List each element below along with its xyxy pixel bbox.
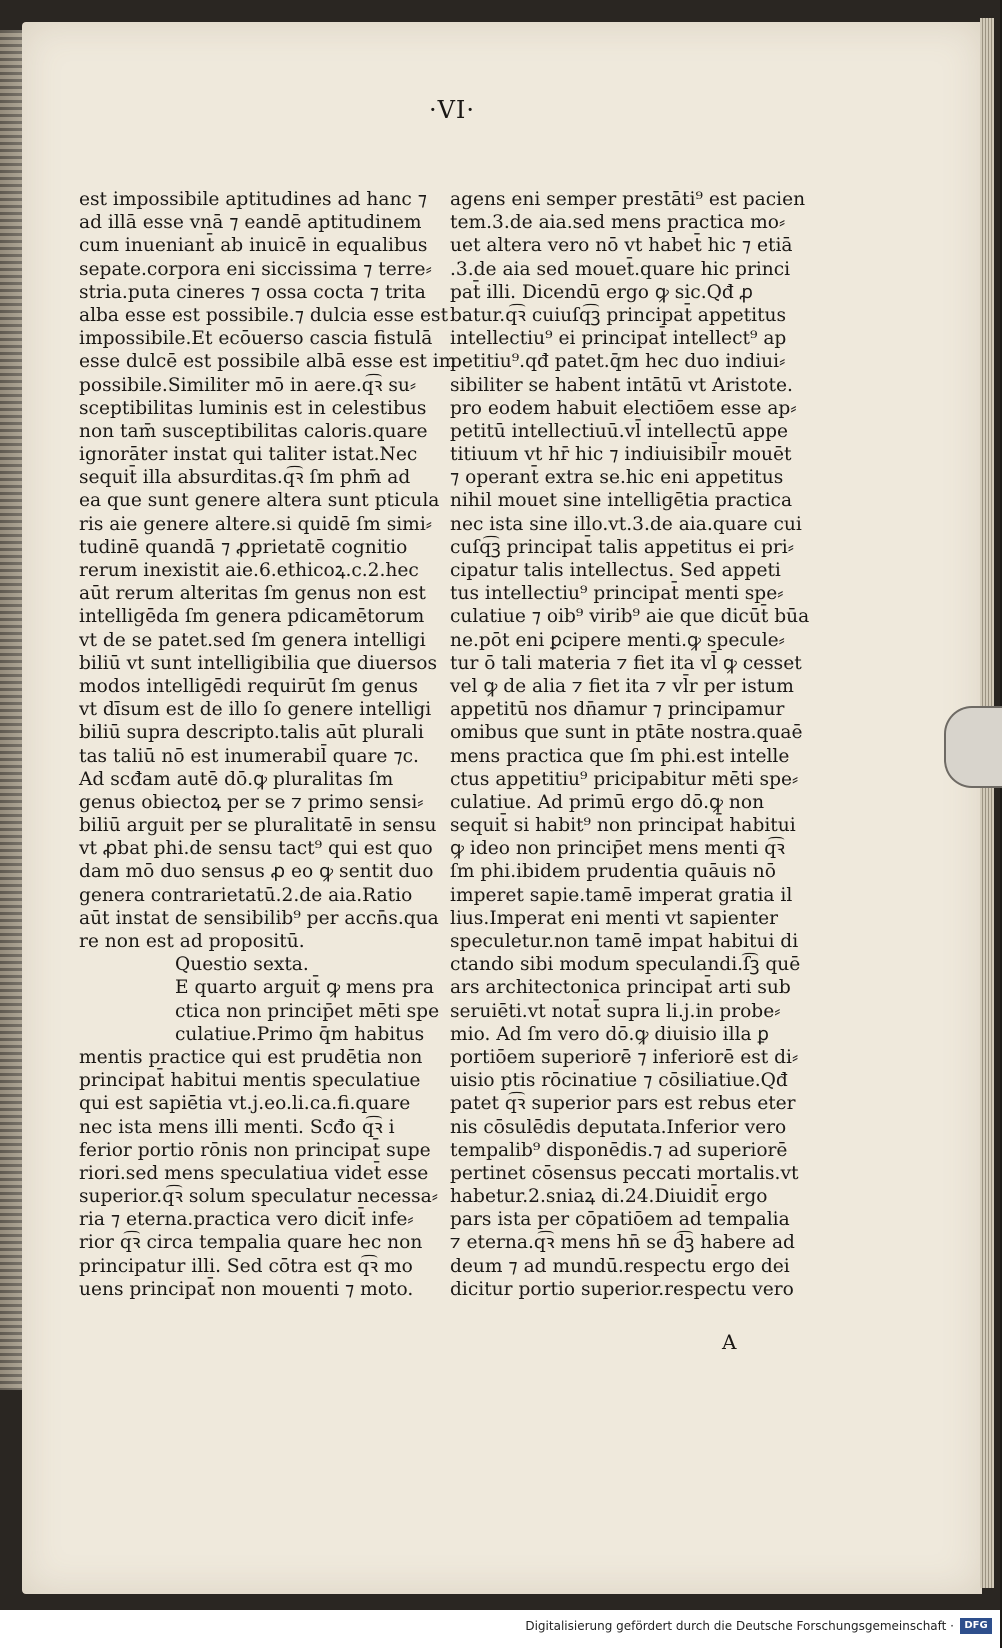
text-line: pars ista per cōpatiōem ad tempalia bbox=[450, 1209, 790, 1231]
text-line: uens principat̄ non mouenti ⁊ moto. bbox=[79, 1278, 414, 1300]
text-line: culatiue ⁊ oib⁹ virib⁹ aie que dicūt̄ būa bbox=[450, 606, 810, 628]
text-line: superior.q͡ꝛ solum speculatur necessa⸗ bbox=[79, 1186, 438, 1208]
text-line: ars architectonica principat̄ arti sub bbox=[450, 977, 791, 999]
text-line: appetitū nos dn̄amur ⁊ principamur bbox=[450, 699, 785, 721]
text-line: sequit̄ illa absurditas.q͡ꝛ ſm phm̄ ad bbox=[79, 467, 411, 489]
text-line: sceptibilitas luminis est in celestibus bbox=[79, 397, 427, 419]
text-line: ria ⁊ eterna.practica vero dicit̄ infe⸗ bbox=[79, 1209, 414, 1231]
text-line: dicitur portio superior.respectu vero bbox=[450, 1278, 794, 1300]
book-page bbox=[22, 22, 982, 1594]
text-line: vel ꝙ de alia ⁊ fiet ita ⁊ vl̄r per istum bbox=[450, 675, 794, 697]
text-line: ſm phi.ibidem prudentia quāuis nō bbox=[450, 861, 776, 883]
text-line: possibile.Similiter mō in aere.q͡ꝛ su⸗ bbox=[79, 374, 417, 396]
text-line: mentis practice qui est prudētia non bbox=[79, 1046, 423, 1068]
text-line: re non est ad propositū. bbox=[79, 931, 305, 952]
text-line: genera contrarietatū.2.de aia.Ratio bbox=[79, 884, 413, 906]
text-line: mio. Ad ſm vero dō.ꝙ diuisio illa ꝑ bbox=[450, 1023, 769, 1045]
text-line: pro eodem habuit electiōem esse ap⸗ bbox=[450, 397, 797, 419]
text-line: Ad scđam autē dō.ꝙ pluralitas ſm bbox=[79, 768, 394, 790]
text-line: ctica non princip̄et mēti spe bbox=[175, 1000, 440, 1022]
text-line: speculetur.non tamē impat habitui di bbox=[450, 931, 799, 952]
text-line: alba esse est possibile.⁊ dulcia esse est bbox=[79, 304, 449, 326]
text-line: tem.3.de aia.sed mens practica mo⸗ bbox=[450, 212, 786, 234]
text-line: pertinet cōsensus peccati mortalis.vt bbox=[450, 1162, 799, 1184]
bookmark-tab bbox=[944, 706, 1002, 788]
text-line: esse dulcē est possibile albā esse est im bbox=[79, 351, 457, 373]
text-line: nihil mouet sine intelligētia practica bbox=[450, 490, 793, 512]
right-text-column bbox=[450, 188, 810, 1301]
text-line: qui est sapiētia vt.j.eo.li.ca.fi.quare bbox=[79, 1093, 411, 1115]
text-line: cipatur talis intellectus. Sed appeti bbox=[450, 560, 781, 581]
dfg-logo: DFG bbox=[960, 1618, 992, 1634]
text-line: nis cōsulēdis deputata.Inferior vero bbox=[450, 1116, 787, 1138]
text-line: uisio ptis rōcinatiue ⁊ cōsiliatiue.Qđ bbox=[450, 1070, 788, 1092]
text-line: nec ista sine illo.vt.3.de aia.quare cui bbox=[450, 513, 802, 535]
text-line: aūt instat de sensibilib⁹ per accn̄s.qua bbox=[79, 907, 439, 929]
text-line: rerum inexistit aie.6.ethicoꝝ.c.2.hec bbox=[79, 560, 419, 581]
text-line: tur ō tali materia ⁊ fiet ita vl̄ ꝙ cesset bbox=[450, 652, 802, 674]
text-line: principat̄ habitui mentis speculatiue bbox=[79, 1070, 421, 1092]
text-line: mens practica que ſm phi.est intelle bbox=[450, 745, 790, 767]
text-line: E quarto arguit̄ ꝙ mens pra bbox=[175, 977, 434, 999]
text-line: agens eni semper prestāti⁹ est pacien bbox=[450, 189, 806, 210]
text-line: vt dīsum est de illo ſo genere intelligi bbox=[79, 699, 432, 721]
text-line: riori.sed mens speculatiua videt̄ esse bbox=[79, 1162, 429, 1184]
text-line: ne.pōt eni ꝑcipere menti.ꝙ specule⸗ bbox=[450, 629, 785, 651]
text-line: tus intellectiu⁹ principat̄ menti spe⸗ bbox=[450, 583, 784, 605]
text-line: principatur illi. Sed cōtra est q͡ꝛ mo bbox=[79, 1255, 413, 1277]
text-line: petitū intellectiuū.vl̄ intellectū appe bbox=[450, 420, 788, 442]
text-line: tas taliū nō est inumerabil̄ quare ⁊c. bbox=[79, 745, 419, 767]
text-line: omibus que sunt in ptāte nostra.quaē bbox=[450, 722, 803, 744]
left-text-column bbox=[79, 188, 457, 1301]
text-line: Questio sexta. bbox=[175, 954, 309, 976]
text-line: biliū vt sunt intelligibilia que diuersos bbox=[79, 652, 438, 674]
text-line: pat̄ illi. Dicendū ergo ꝙ sic.Qđ ꝓ bbox=[450, 281, 753, 303]
text-line: ferior portio rōnis non principat̄ supe bbox=[79, 1139, 431, 1161]
text-line: modos intelligēdi requirūt ſm genus bbox=[79, 675, 419, 697]
text-line: cuſq͡ꝫ principat̄ talis appetitus ei pri⸗ bbox=[450, 536, 794, 558]
text-line: cum inueniant̄ ab inuicē in equalibus bbox=[79, 235, 428, 257]
text-line: vt ꝓbat phi.de sensu tact⁹ qui est quo bbox=[79, 838, 433, 860]
text-line: batur.q͡ꝛ cuiuſq͡ꝫ principat̄ appetitus bbox=[450, 304, 787, 326]
text-line: tudinē quandā ⁊ ꝓprietatē cognitio bbox=[79, 536, 408, 558]
text-line: seruiēti.vt notat̄ supra li.j.in probe⸗ bbox=[450, 1000, 781, 1022]
text-line: ad illā esse vnā ⁊ eandē aptitudinem bbox=[79, 212, 422, 234]
text-line: ⁊ operant̄ extra se.hic eni appetitus bbox=[450, 467, 784, 489]
text-line: ctus appetitiu⁹ pricipabitur mēti spe⸗ bbox=[450, 768, 799, 790]
text-line: lius.Imperat eni menti vt sapienter bbox=[450, 907, 779, 929]
text-line: nec ista mens illi menti. Scđo q͡ꝛ i bbox=[79, 1116, 395, 1138]
text-line: imperet sapie.tamē imperat gratia il bbox=[450, 884, 793, 906]
text-line: habetur.2.sniaꝝ di.24.Diuidit̄ ergo bbox=[450, 1186, 768, 1208]
text-line: biliū supra descripto.talis aūt plurali bbox=[79, 722, 424, 744]
text-line: sepate.corpora eni siccissima ⁊ terre⸗ bbox=[79, 258, 432, 280]
text-line: culatiue.Primo q̄m habitus bbox=[175, 1023, 425, 1045]
text-line: impossibile.Et ecōuerso cascia fistulā bbox=[79, 328, 433, 350]
text-line: patet q͡ꝛ superior pars est rebus eter bbox=[450, 1093, 796, 1115]
text-line: ea que sunt genere altera sunt pticula bbox=[79, 490, 440, 512]
page-edges bbox=[980, 18, 994, 1588]
text-line: ris aie genere altere.si quidē ſm simi⸗ bbox=[79, 513, 432, 535]
funding-credit: Digitalisierung gefördert durch die Deutsche Forschungsgemeinschaft · bbox=[525, 1619, 954, 1633]
text-line: sequit̄ si habit⁹ non principat̄ habitui bbox=[450, 815, 796, 837]
text-line: stria.puta cineres ⁊ ossa cocta ⁊ trita bbox=[79, 281, 426, 303]
text-line: genus obiectoꝝ per se ⁊ primo sensi⸗ bbox=[79, 791, 424, 813]
text-line: intelligēda ſm genera pdicamētorum bbox=[79, 606, 425, 628]
text-line: ⁊ eterna.q͡ꝛ mens hn̄ se d͡ꝫ habere ad bbox=[450, 1232, 795, 1254]
catchword: A bbox=[722, 1330, 737, 1354]
text-line: intellectiu⁹ ei principat̄ intellect⁹ ap bbox=[450, 328, 787, 350]
text-line: uet altera vero nō vt habet̄ hic ⁊ etiā bbox=[450, 235, 793, 257]
text-line: portiōem superiorē ⁊ inferiorē est di⸗ bbox=[450, 1046, 799, 1068]
page-number: ·VI· bbox=[428, 96, 476, 124]
footer-bar bbox=[0, 1610, 1000, 1648]
text-line: est impossibile aptitudines ad hanc ⁊ bbox=[79, 189, 427, 210]
text-line: aūt rerum alteritas ſm genus non est bbox=[79, 583, 426, 605]
text-line: deum ⁊ ad mundū.respectu ergo dei bbox=[450, 1255, 790, 1277]
text-line: tempalib⁹ disponēdis.⁊ ad superiorē bbox=[450, 1139, 788, 1161]
text-line: petitiu⁹.qđ patet.q̄m hec duo indiui⸗ bbox=[450, 351, 786, 373]
text-line: sibiliter se habent intātū vt Aristote. bbox=[450, 374, 793, 396]
text-line: vt de se patet.sed ſm genera intelligi bbox=[79, 629, 426, 651]
text-line: dam mō duo sensus ꝓ eo ꝙ sentit duo bbox=[79, 861, 434, 883]
text-line: culatiue. Ad primū ergo dō.ꝙ non bbox=[450, 791, 765, 813]
text-line: titiuum vt hr̄ hic ⁊ indiuisibil̄r mouēt bbox=[450, 444, 792, 466]
text-line: ignorāter instat qui taliter istat.Nec bbox=[79, 444, 418, 466]
text-line: non tam̄ susceptibilitas caloris.quare bbox=[79, 420, 428, 442]
text-line: .3.de aia sed mouet̄.quare hic princi bbox=[450, 258, 791, 280]
text-line: rior q͡ꝛ circa tempalia quare hec non bbox=[79, 1232, 423, 1254]
text-line: biliū arguit per se pluralitatē in sensu bbox=[79, 815, 437, 837]
text-line: ctando sibi modum speculandi.ſ͡ꝫ quē bbox=[450, 954, 801, 976]
text-line: ꝙ ideo non princip̄et mens menti q͡ꝛ bbox=[450, 838, 785, 860]
